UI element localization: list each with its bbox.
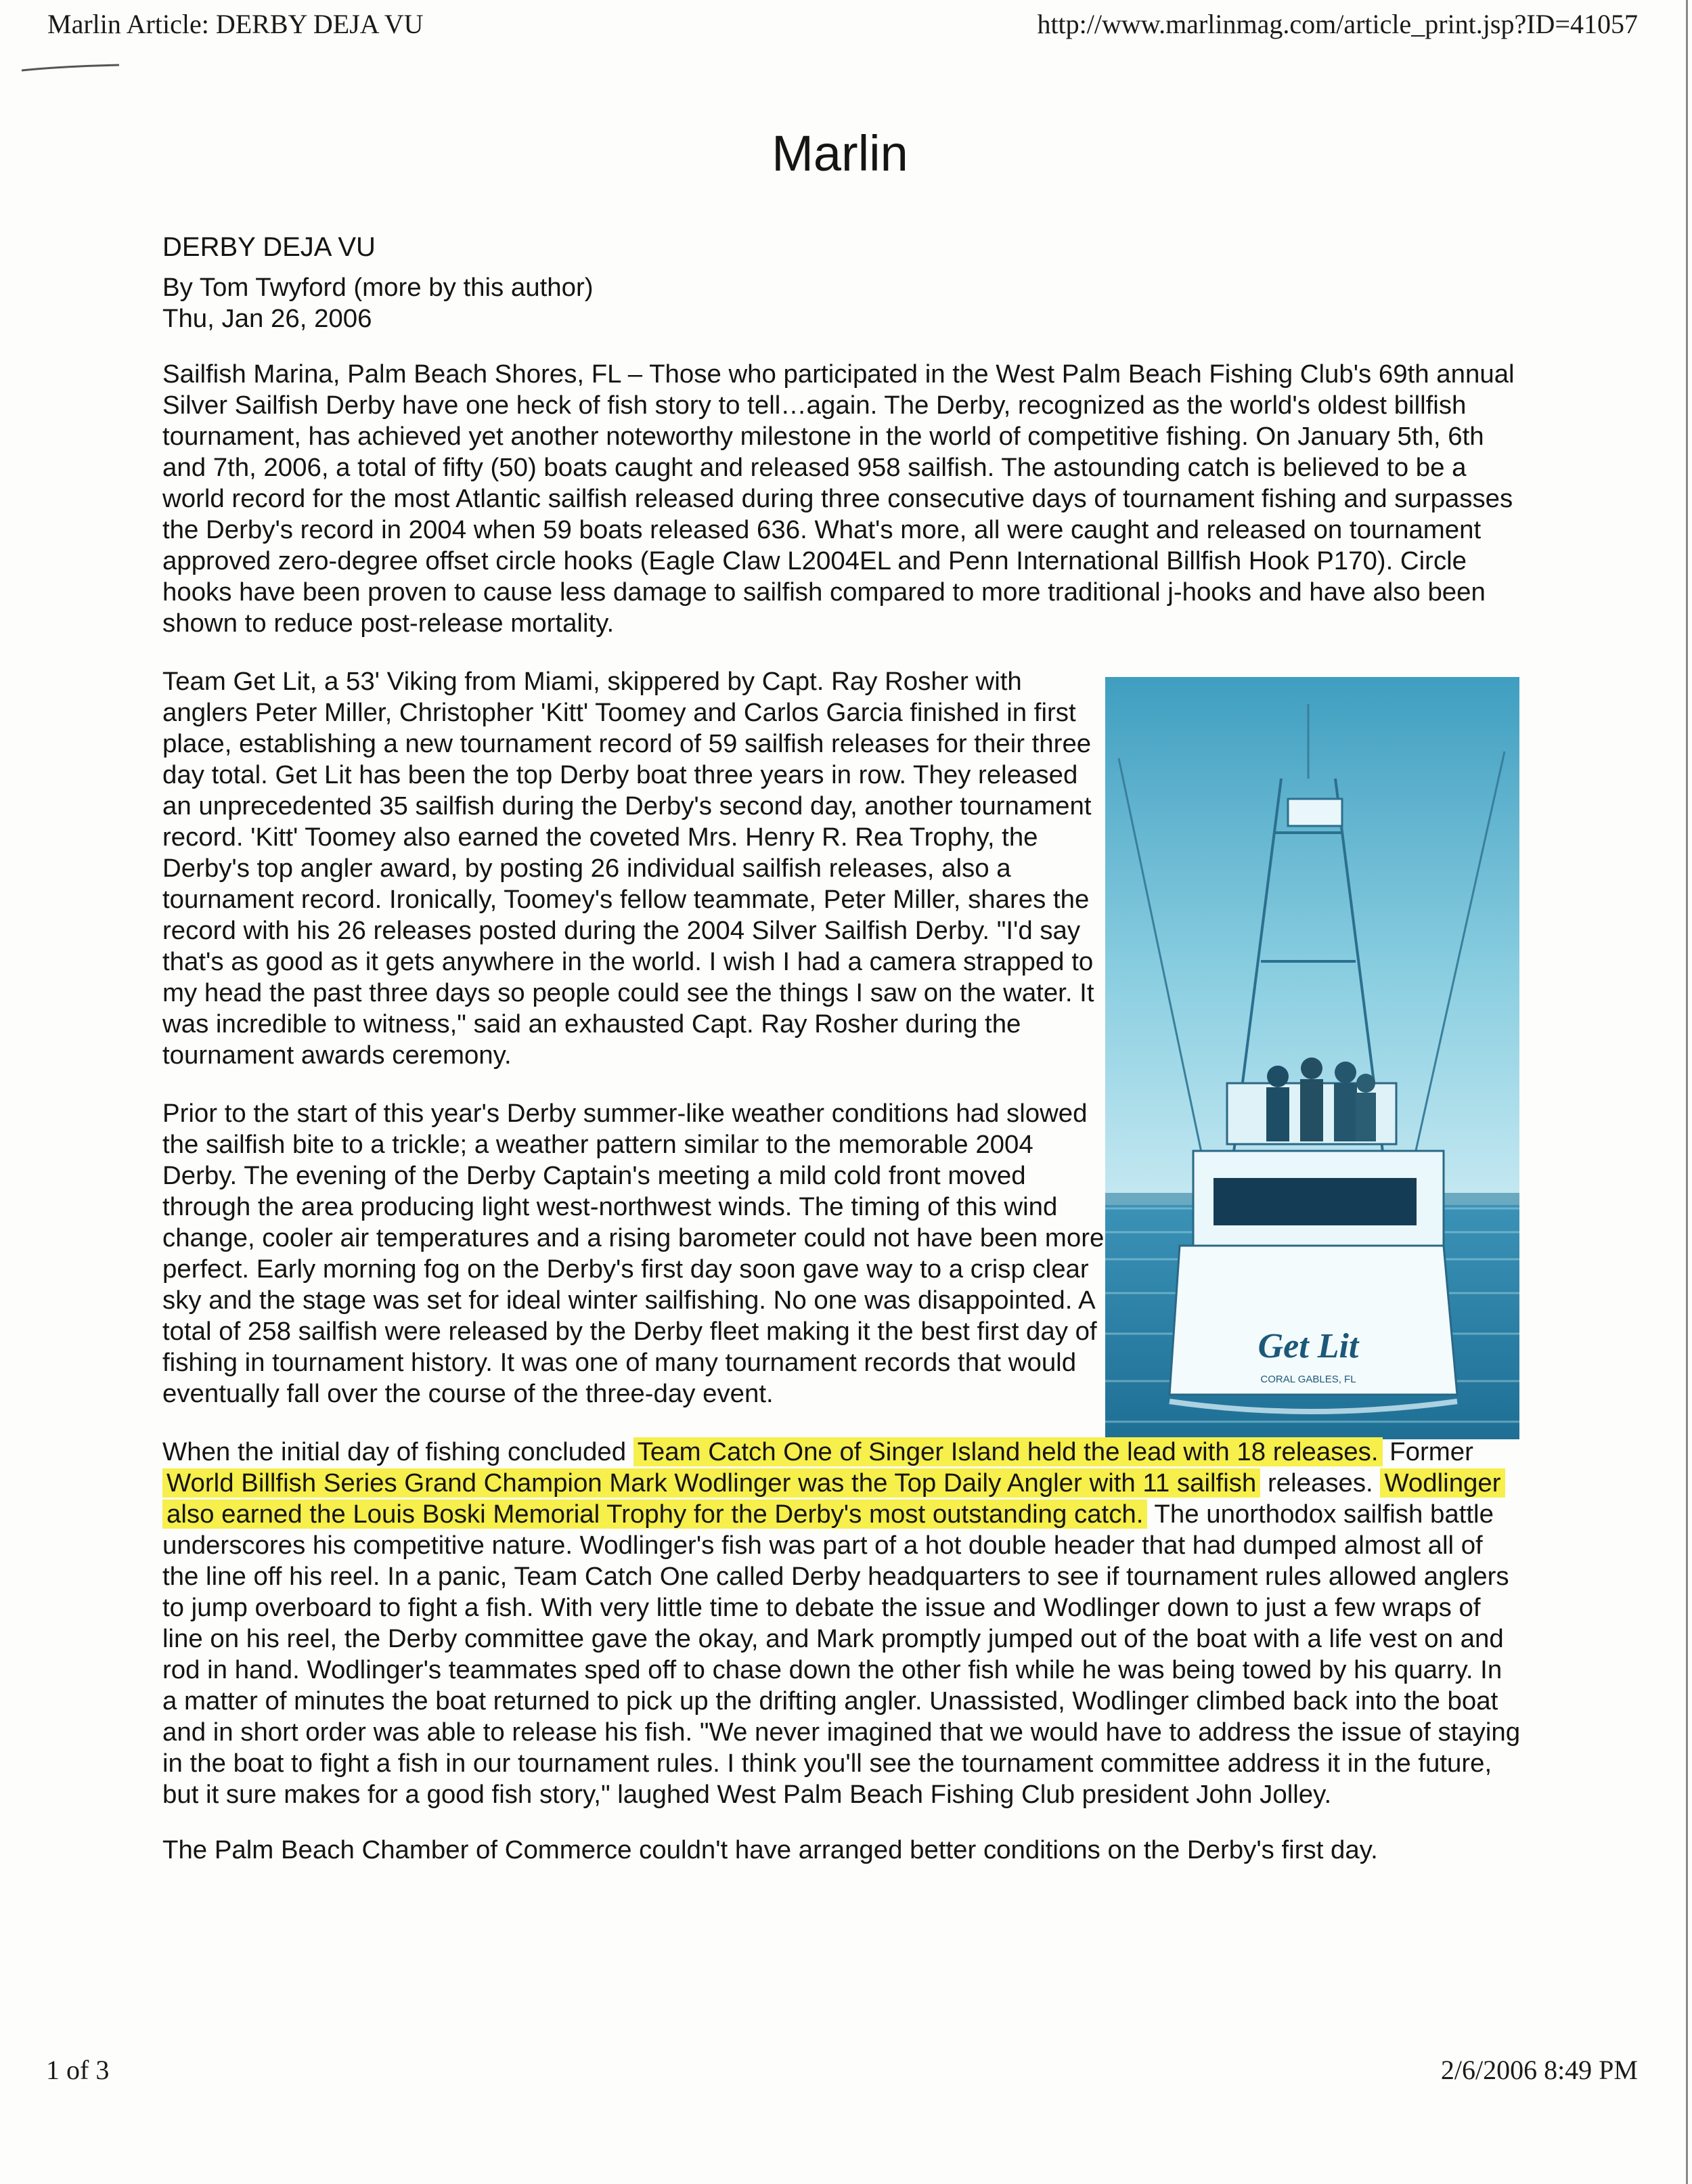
highlight-wodlinger-top-angler: World Billfish Series Grand Champion Mark Wodlinger was the Top Daily Angler with 11 sailfish [162,1468,1260,1498]
print-footer-page: 1 of 3 [46,2055,110,2085]
article-paragraph-4 [162,1437,1523,1810]
paragraph-4-text-b: Former [1382,1437,1473,1466]
article-paragraph-2: Team Get Lit, a 53' Viking from Miami, skippered by Capt. Ray Rosher with anglers Peter Miller, Christopher 'Kitt' Toomey and Carlos Garcia finished in first place, establishing a new tournament record of 59 sailfish releases for their three day total. Get Lit has been the top Derby boat three years in row. They released an unprecedented 35 sailfish during the Derby's second day, another tournament record. 'Kitt' Toomey also earned the coveted Mrs. Henry R. Rea Trophy, the Derby's top angler award, by posting 26 individual sailfish releases, also a tournament record. Ironically, Toomey's fellow teammate, Peter Miller, shares the record with his 26 releases posted during the 2004 Silver Sailfish Derby. "I'd say that's as good as it gets anywhere in the world. I wish I had a camera strapped to my head the past three days so people could see the things I saw on the water. It was incredible to witness," said an exhausted Capt. Ray Rosher during the tournament awards ceremony. [162,667,1094,1070]
article-paragraph-3: Prior to the start of this year's Derby summer-like weather conditions had slowed the sailfish bite to a trickle; a weather pattern similar to the memorable 2004 Derby. The evening of the Derby Captain's meeting a mild cold front moved through the area producing light west-northwest winds. The timing of this wind change, cooler air temperatures and a rising barometer could not have been more perfect. Early morning fog on the Derby's first day soon gave way to a crisp clear sky and the stage was set for ideal winter sailfishing. No one was disappointed. A total of 258 sailfish were released by the Derby fleet making it the best first day of fishing in tournament history. It was one of many tournament records that would eventually fall over the course of the three-day event. [162,1099,1105,1408]
highlight-catch-one-lead: Team Catch One of Singer Island held the lead with 18 releases. [633,1437,1383,1466]
print-header-title: Marlin Article: DERBY DEJA VU [47,9,424,39]
article-byline: By Tom Twyford (more by this author) [162,273,594,302]
article-date: Thu, Jan 26, 2006 [162,304,372,333]
paragraph-4-text-c: releases. [1260,1468,1381,1498]
pen-mark-decoration [20,64,122,73]
print-header-url: http://www.marlinmag.com/article_print.jsp?ID=41057 [1037,9,1638,39]
article-title: DERBY DEJA VU [162,232,376,262]
highlight-boski-trophy: Wodlinger also earned the Louis Boski Memorial Trophy for the Derby's most outstanding catch. [162,1468,1505,1529]
scan-edge-line [1686,0,1688,2184]
boat-hailport-text: CORAL GABLES, FL [1260,1374,1356,1385]
boat-name-text: Get Lit [1257,1327,1359,1366]
article-paragraph-5: The Palm Beach Chamber of Commerce couldn't have arranged better conditions on the Derby's first day. [162,1835,1378,1864]
print-footer-timestamp: 2/6/2006 8:49 PM [1440,2055,1638,2085]
article-paragraph-1: Sailfish Marina, Palm Beach Shores, FL – Those who participated in the West Palm Beach Fishing Club's 69th annual Silver Sailfish Derby have one heck of fish story to tell…again. The Derby, recognized as the world's oldest billfish tournament, has achieved yet another noteworthy milestone in the world of competitive fishing. On January 5th, 6th and 7th, 2006, a total of fifty (50) boats caught and released 958 sailfish. The astounding catch is believed to be a world record for the most Atlantic sailfish released during three consecutive days of tournament fishing and surpasses the Derby's record in 2004 when 59 boats released 636. What's more, all were caught and released on tournament approved zero-degree offset circle hooks (Eagle Claw L2004EL and Penn International Billfish Hook P170). Circle hooks have been proven to cause less damage to sailfish compared to more traditional j-hooks and have also been shown to reduce post-release mortality. [162,359,1515,638]
publication-title: Marlin [772,125,908,181]
paragraph-4-text-d: The unorthodox sailfish battle underscores his competitive nature. Wodlinger's fish was part of a hot double header that had dumped almost all of the line off his reel. In a panic, Team Catch One called Derby headquarters to see if tournament rules allowed anglers to jump overboard to fight a fish. With very little time to debate the issue and Wodlinger down to just a few wraps of line on his reel, the Derby committee gave the okay, and Mark promptly jumped out of the boat with a life vest on and rod in hand. Wodlinger's teammates sped off to chase down the other fish while he was being towed by his quarry. In a matter of minutes the boat returned to pick up the drifting angler. Unassisted, Wodlinger climbed back into the boat and in short order was able to release his fish. "We never imagined that we would have to address the issue of staying in the boat to fight a fish in our tournament rules. I think you'll see the tournament committee address it in the future, but it sure makes for a good fish story," laughed West Palm Beach Fishing Club president John Jolley. [162,1500,1521,1809]
article-body [162,230,1523,1866]
paragraph-4-text-a: When the initial day of fishing concluded [162,1437,633,1466]
